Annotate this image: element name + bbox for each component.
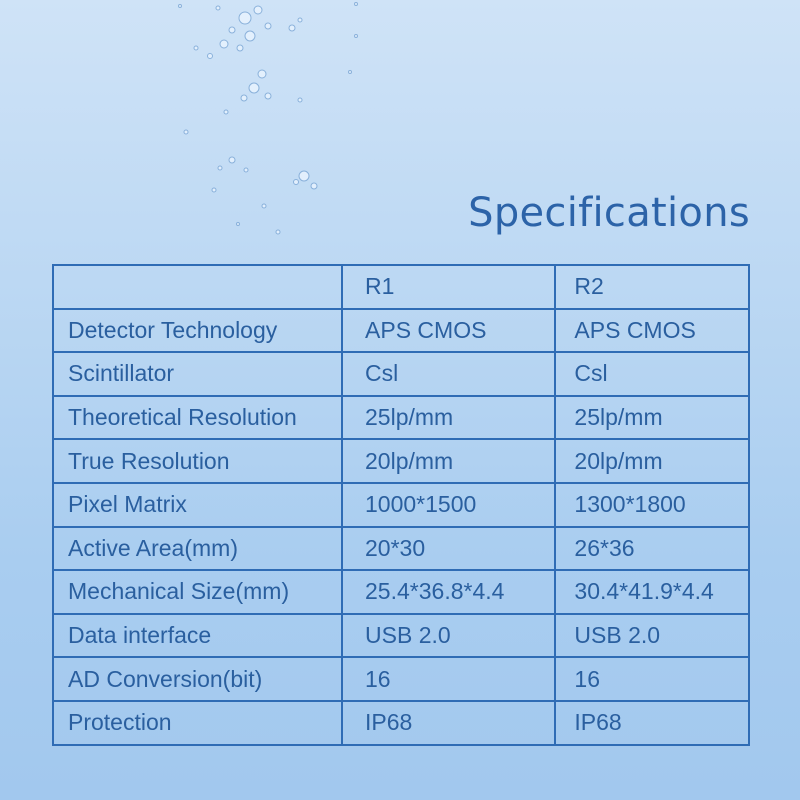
r2-value: 26*36 xyxy=(555,527,749,571)
row-label: Active Area(mm) xyxy=(53,527,342,571)
header-cell-blank xyxy=(53,265,342,309)
r1-value: 20*30 xyxy=(342,527,555,571)
r2-value: USB 2.0 xyxy=(555,614,749,658)
table-row xyxy=(53,309,749,353)
r2-value: Csl xyxy=(555,352,749,396)
table-row xyxy=(53,352,749,396)
table-row xyxy=(53,483,749,527)
r1-value: USB 2.0 xyxy=(342,614,555,658)
r2-value: 16 xyxy=(555,657,749,701)
row-label: Data interface xyxy=(53,614,342,658)
table-row xyxy=(53,657,749,701)
row-label: Protection xyxy=(53,701,342,745)
table-row xyxy=(53,570,749,614)
table-row xyxy=(53,396,749,440)
r1-value: APS CMOS xyxy=(342,309,555,353)
row-label: AD Conversion(bit) xyxy=(53,657,342,701)
table-row xyxy=(53,701,749,745)
r1-value: 25lp/mm xyxy=(342,396,555,440)
row-label: Detector Technology xyxy=(53,309,342,353)
header-cell-r1: R1 xyxy=(342,265,555,309)
r1-value: IP68 xyxy=(342,701,555,745)
r2-value: 25lp/mm xyxy=(555,396,749,440)
specifications-table xyxy=(52,264,750,746)
r2-value: IP68 xyxy=(555,701,749,745)
r2-value: 30.4*41.9*4.4 xyxy=(555,570,749,614)
table-header-row xyxy=(53,265,749,309)
header-cell-r2: R2 xyxy=(555,265,749,309)
r1-value: 25.4*36.8*4.4 xyxy=(342,570,555,614)
r2-value: 1300*1800 xyxy=(555,483,749,527)
table-row xyxy=(53,439,749,483)
r2-value: 20lp/mm xyxy=(555,439,749,483)
table-row xyxy=(53,527,749,571)
table-row xyxy=(53,614,749,658)
row-label: Scintillator xyxy=(53,352,342,396)
row-label: Theoretical Resolution xyxy=(53,396,342,440)
row-label: True Resolution xyxy=(53,439,342,483)
row-label: Pixel Matrix xyxy=(53,483,342,527)
row-label: Mechanical Size(mm) xyxy=(53,570,342,614)
r1-value: 20lp/mm xyxy=(342,439,555,483)
r2-value: APS CMOS xyxy=(555,309,749,353)
page-title: Specifications xyxy=(468,190,750,236)
r1-value: 1000*1500 xyxy=(342,483,555,527)
r1-value: Csl xyxy=(342,352,555,396)
r1-value: 16 xyxy=(342,657,555,701)
